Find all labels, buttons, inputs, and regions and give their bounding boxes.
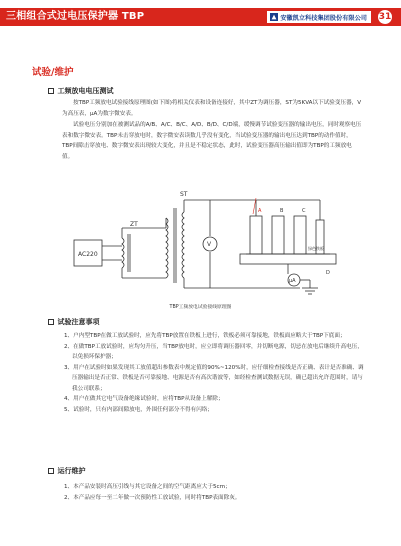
header-title: 三相组合式过电压保护器 TBP bbox=[6, 11, 145, 22]
st-label: ST bbox=[180, 191, 188, 198]
notes-heading-text: 试验注意事项 bbox=[57, 318, 100, 326]
test-paragraph: 按TBP工频放电试验接线原理图(如下图)将相关仪表和设备连接好，其中ZT为调压器，ST为5KVA以下试验变压器，V为高压表，μA为数字微安表。 bbox=[62, 100, 362, 117]
insulator-a bbox=[250, 216, 262, 254]
tie-label: 绿色铁板 bbox=[308, 246, 324, 251]
test-heading-text: 工频放电电压测试 bbox=[57, 87, 114, 95]
checkbox-icon bbox=[48, 88, 54, 94]
test-wiring-diagram bbox=[70, 188, 360, 298]
company-logo-icon bbox=[270, 13, 278, 21]
v-label: V bbox=[207, 241, 212, 248]
ac-label: AC220 bbox=[78, 251, 98, 258]
maintenance-heading bbox=[48, 466, 86, 476]
ua-label: μA bbox=[289, 278, 296, 284]
test-description bbox=[62, 98, 362, 162]
company-badge bbox=[267, 11, 371, 23]
list-item: 1、本产品安装时高压引线与其它设备之间的空气距离应大于5cm； bbox=[64, 484, 231, 490]
maintenance-list bbox=[64, 482, 364, 503]
diagram-caption: TBP工频放电试验接线原理图 bbox=[169, 305, 232, 310]
list-item: 2、本产品应每一至二年做一次预防性工放试验，同时将TBP表面除灰。 bbox=[64, 494, 241, 501]
list-item: 2、在做TBP工放试验时，应均匀升压，当TBP放电时，应立即将调压器回零，并切断电源，切忌在放电后继续升高电压，以免损坏保护器； bbox=[64, 343, 363, 360]
maintenance-heading-text: 运行维护 bbox=[57, 467, 86, 475]
list-item: 5、试验时，只有内部间隙放电，外围任何部分不得有闪络； bbox=[64, 406, 213, 413]
insulator-b bbox=[272, 216, 284, 254]
zt-label: ZT bbox=[130, 221, 138, 228]
test-paragraph: 试验电压分别加在被测试品的A/B、A/C、B/C、A/D、B/D、C/D端，缓慢调节试验变压器的输出电压，同时观察电压表和数字微安表。TBP未击穿放电时，数字微安表读数几乎没有变化，当试验变压器的输出电压达到TBP的动作值时，TBP间隙击穿放电、数字微安表出现较大变化，并且是不稳定状态，此时，试验变压器高压输出值即为TBP的工频放电值。 bbox=[62, 122, 362, 160]
checkbox-icon bbox=[48, 319, 54, 325]
test-heading bbox=[48, 86, 114, 96]
list-item: 1、户内型TBP在做工放试验时，应先将TBP放置在铁板上进行，铁板必须可靠接地，铁板面应略大于TBP下底面； bbox=[64, 333, 346, 339]
notes-heading bbox=[48, 317, 100, 327]
checkbox-icon bbox=[48, 468, 54, 474]
st-secondary-coil bbox=[182, 212, 184, 278]
a-label: A bbox=[258, 208, 262, 214]
section-title: 试验/维护 bbox=[32, 67, 74, 78]
header-bar bbox=[0, 8, 401, 26]
page-number: 31 bbox=[378, 12, 392, 22]
c-label: C bbox=[302, 208, 306, 214]
list-item: 4、用户在做其它电气设备绝缘试验时，应将TBP从设备上解除； bbox=[64, 396, 224, 402]
zt-coil bbox=[122, 238, 124, 268]
tie-plate bbox=[240, 254, 336, 264]
insulator-c bbox=[294, 216, 306, 254]
notes-list bbox=[64, 331, 364, 415]
d-label: D bbox=[326, 270, 330, 276]
company-name: 安徽凯立科技集团股份有限公司 bbox=[280, 14, 367, 22]
list-item: 3、用户在试验时如果发现其工放值超出参数表中规定值的90%~120%时，应仔细检查接线是否正确、表计是否准确、调压器输出是否正常、铁板是否可靠接地、电源是否有高次谐波等，如经检查测试数据无误，确已超出允许范围时，请与我公司联系； bbox=[64, 364, 364, 392]
b-label: B bbox=[280, 208, 284, 214]
